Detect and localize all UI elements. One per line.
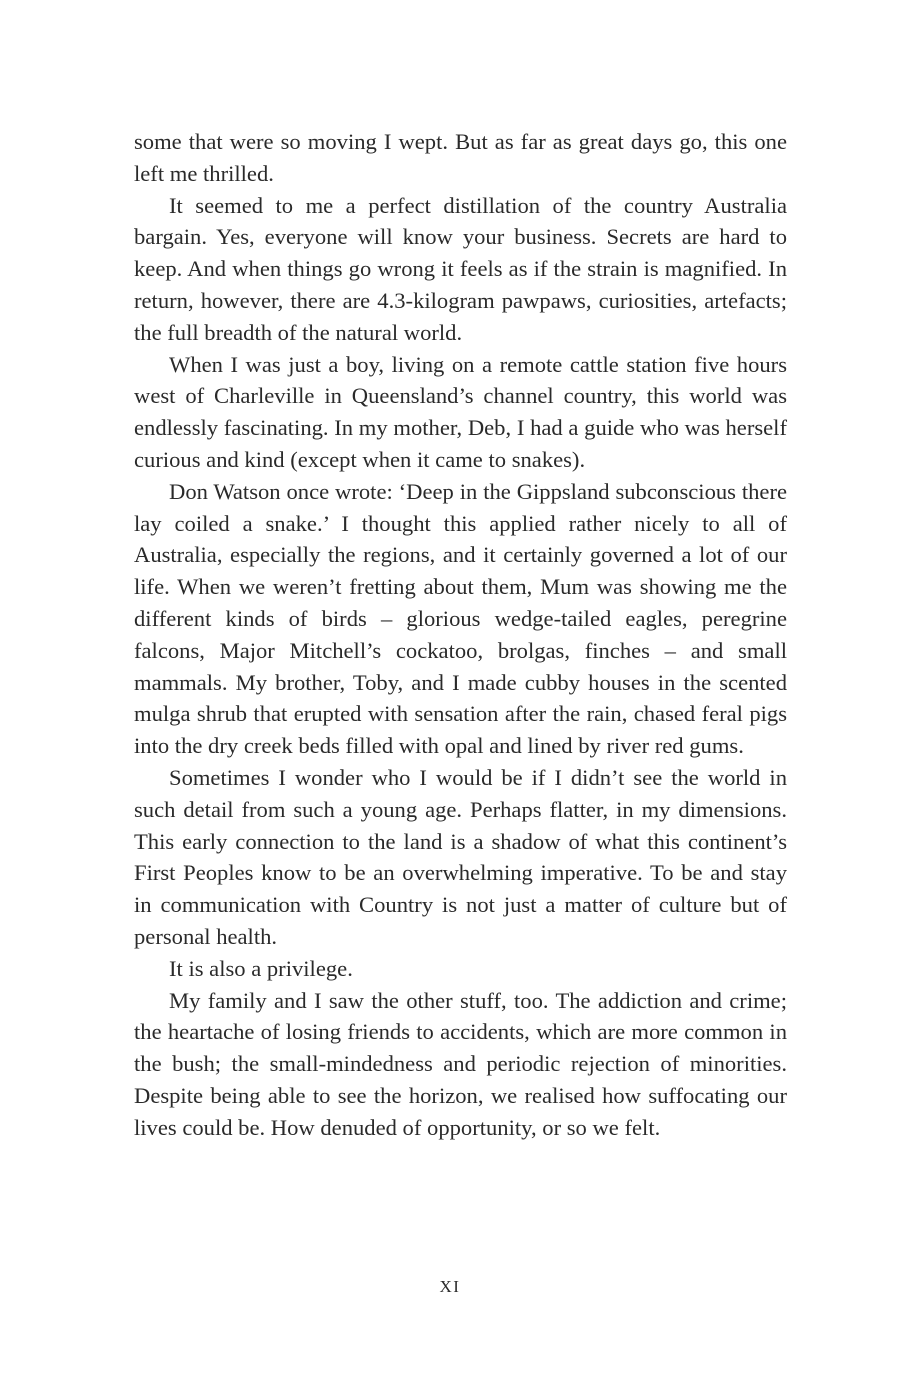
paragraph: When I was just a boy, living on a remote cattle station five hours west of Charleville in Queensland’s channel country, this world was endlessly fascinating. In my mother, Deb, I had a guide who was herself curious and kind (except when it came to snakes). xyxy=(134,351,787,472)
page-number: XI xyxy=(439,1277,461,1296)
paragraph-continued: some that were so moving I wept. But as far as great days go, this one left me thrilled. xyxy=(134,129,787,186)
body-text xyxy=(134,126,787,1144)
paragraph: Sometimes I wonder who I would be if I didn’t see the world in such detail from such a young age. Perhaps flatter, in my dimensions. This early connection to the land is a shadow of what this continent’s First Peoples know to be an overwhelming imperative. To be and stay in communication with Country is not just a matter of culture but of personal health. xyxy=(134,764,787,949)
paragraph: My family and I saw the other stuff, too. The addiction and crime; the heartache of losing friends to accidents, which are more common in the bush; the small-mindedness and periodic rejection of minorities. Despite being able to see the horizon, we realised how suffocating our lives could be. How denuded of opportunity, or so we felt. xyxy=(134,987,787,1140)
paragraph: It seemed to me a perfect distillation of the country Australia bargain. Yes, everyone will know your business. Secrets are hard to keep. And when things go wrong it feels as if the strain is magnified. In return, however, there are 4.3-kilogram pawpaws, curiosities, artefacts; the full breadth of the natural world. xyxy=(134,192,787,345)
paragraph: It is also a privilege. xyxy=(169,955,353,981)
paragraph: Don Watson once wrote: ‘Deep in the Gippsland subconscious there lay coiled a snake.’ I thought this applied rather nicely to all of Australia, especially the regions, and it certainly governed a lot of our life. When we weren’t fretting about them, Mum was showing me the different kinds of birds – glorious wedge-tailed eagles, peregrine falcons, Major Mitchell’s cockatoo, brolgas, finches – and small mammals. My brother, Toby, and I made cubby houses in the scented mulga shrub that erupted with sensation after the rain, chased feral pigs into the dry creek beds filled with opal and lined by river red gums. xyxy=(134,478,787,759)
